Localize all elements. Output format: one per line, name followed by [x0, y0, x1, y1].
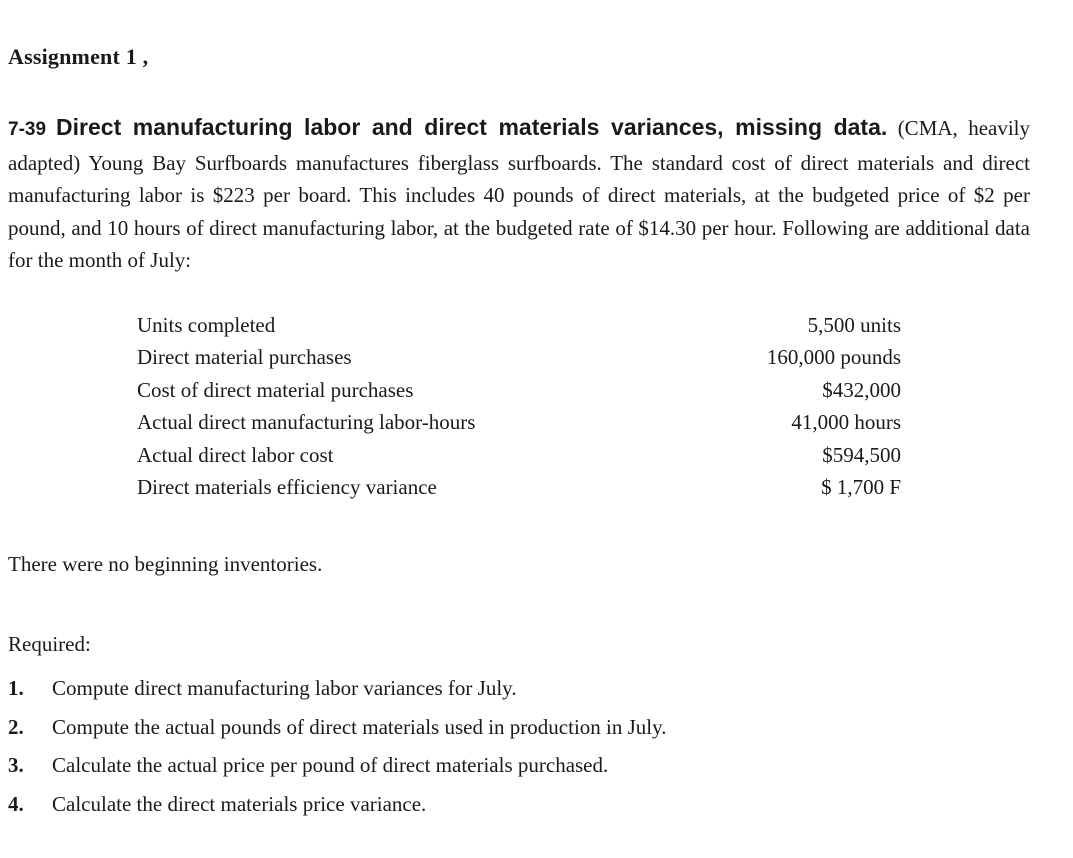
row-label: Cost of direct material purchases — [137, 377, 414, 402]
row-label: Direct materials efficiency variance — [137, 475, 437, 500]
item-text: Calculate the actual price per pound of direct materials purchased. — [52, 753, 609, 777]
july-data-table — [137, 309, 901, 504]
assignment-title: Assignment 1 , — [8, 44, 149, 69]
item-index: 4. — [8, 791, 24, 816]
item-index: 1. — [8, 676, 24, 700]
table-row — [137, 309, 901, 342]
row-value: 41,000 hours — [791, 410, 901, 435]
required-label: Required: — [8, 632, 91, 656]
row-label: Actual direct labor cost — [137, 442, 334, 467]
item-text: Compute direct manufacturing labor variances for July. — [52, 676, 517, 700]
row-value: 160,000 pounds — [766, 345, 901, 370]
list-item — [8, 788, 667, 827]
list-item — [8, 711, 667, 750]
table-row — [137, 374, 901, 407]
problem-heading: Direct manufacturing labor and direct materials variances, missing data. — [56, 114, 888, 140]
row-label: Direct material purchases — [137, 345, 352, 370]
row-label: Actual direct manufacturing labor-hours — [137, 410, 476, 435]
inventory-note: There were no beginning inventories. — [8, 552, 323, 576]
table-row — [137, 472, 901, 505]
requirements-list — [8, 672, 667, 826]
table-row — [137, 439, 901, 472]
row-label: Units completed — [137, 312, 276, 337]
item-index: 2. — [8, 714, 24, 739]
item-text: Calculate the direct materials price variance. — [52, 791, 427, 816]
row-value: $ 1,700 F — [821, 475, 901, 500]
row-value: $594,500 — [822, 442, 901, 467]
table-row — [137, 342, 901, 375]
problem-body: (CMA, heavily adapted) Young Bay Surfboards manufactures fiberglass surfboards. The standard cost of direct materials and direct manufacturing labor is $223 per board. This includes 40 pounds of direct materials, at the budgeted price of $2 per pound, and 10 hours of direct manufacturing labor, at the budgeted rate of $14.30 per hour. Following are additional data for the month of July: — [8, 116, 1030, 272]
item-text: Compute the actual pounds of direct materials used in production in July. — [52, 714, 667, 739]
item-index: 3. — [8, 753, 24, 777]
problem-paragraph — [8, 111, 1030, 277]
table-row — [137, 407, 901, 440]
list-item — [8, 672, 667, 711]
row-value: 5,500 units — [807, 312, 901, 337]
row-value: $432,000 — [822, 377, 901, 402]
problem-number: 7-39 — [8, 119, 47, 140]
list-item — [8, 749, 667, 788]
